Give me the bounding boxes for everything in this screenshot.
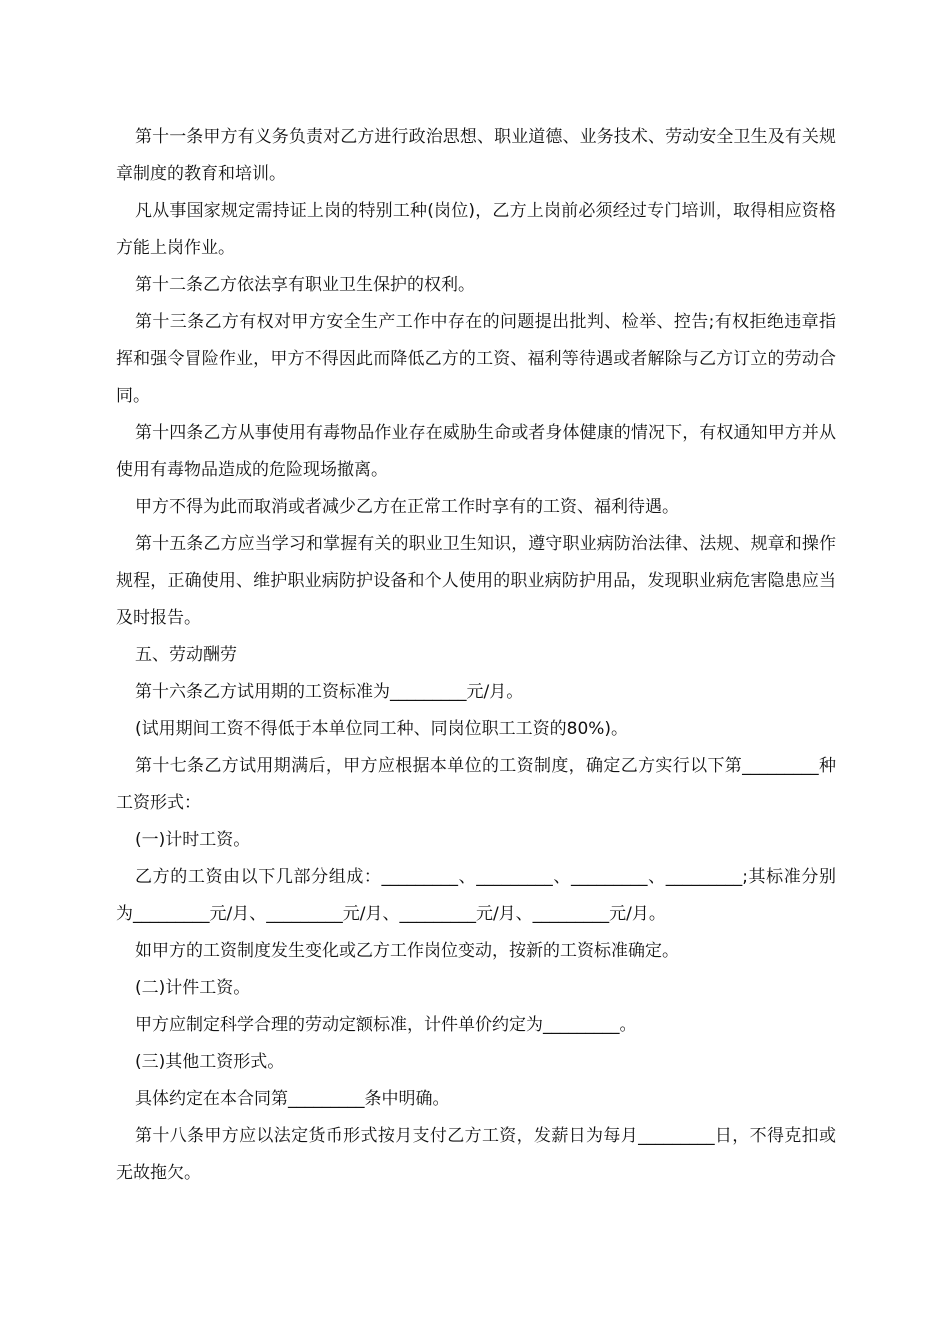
paragraph-wage-components: 乙方的工资由以下几部分组成：_________、_________、_________、_________;其标准分别为_________元/月、_________元/月、_________元/月、_________元/月。 bbox=[116, 867, 836, 924]
paragraph-probation-note: (试用期间工资不得低于本单位同工种、同岗位职工工资的80%)。 bbox=[135, 719, 629, 739]
paragraph-article-16: 第十六条乙方试用期的工资标准为_________元/月。 bbox=[135, 682, 524, 702]
paragraph-piece-rate: 甲方应制定科学合理的劳动定额标准，计件单价约定为_________。 bbox=[135, 1015, 637, 1035]
paragraph-other-wage: (三)其他工资形式。 bbox=[135, 1052, 285, 1072]
paragraph-certified-work: 凡从事国家规定需持证上岗的特别工种(岗位)，乙方上岗前必须经过专门培训，取得相应资格方能上岗作业。 bbox=[116, 201, 836, 258]
paragraph-article-15: 第十五条乙方应当学习和掌握有关的职业卫生知识，遵守职业病防治法律、法规、规章和操作规程，正确使用、维护职业病防护设备和个人使用的职业病防护用品，发现职业病危害隐患应当及时报告。 bbox=[116, 534, 836, 628]
paragraph-article-11: 第十一条甲方有义务负责对乙方进行政治思想、职业道德、业务技术、劳动安全卫生及有关规章制度的教育和培训。 bbox=[116, 127, 836, 184]
paragraph-time-wage: (一)计时工资。 bbox=[135, 830, 251, 850]
document-body bbox=[116, 119, 836, 1192]
paragraph-article-13: 第十三条乙方有权对甲方安全生产工作中存在的问题提出批判、检举、控告;有权拒绝违章指挥和强令冒险作业，甲方不得因此而降低乙方的工资、福利等待遇或者解除与乙方订立的劳动合同。 bbox=[116, 312, 836, 406]
paragraph-piece-wage: (二)计件工资。 bbox=[135, 978, 251, 998]
paragraph-no-wage-reduction: 甲方不得为此而取消或者减少乙方在正常工作时享有的工资、福利待遇。 bbox=[135, 497, 679, 517]
paragraph-article-12: 第十二条乙方依法享有职业卫生保护的权利。 bbox=[135, 275, 475, 295]
paragraph-specific-agreement: 具体约定在本合同第_________条中明确。 bbox=[135, 1089, 450, 1109]
paragraph-article-17: 第十七条乙方试用期满后，甲方应根据本单位的工资制度，确定乙方实行以下第_________种工资形式： bbox=[116, 756, 836, 813]
paragraph-wage-change: 如甲方的工资制度发生变化或乙方工作岗位变动，按新的工资标准确定。 bbox=[135, 941, 679, 961]
section-heading-labor-pay: 五、劳动酬劳 bbox=[135, 645, 237, 665]
paragraph-article-14: 第十四条乙方从事使用有毒物品作业存在威胁生命或者身体健康的情况下，有权通知甲方并从使用有毒物品造成的危险现场撤离。 bbox=[116, 423, 836, 480]
paragraph-article-18: 第十八条甲方应以法定货币形式按月支付乙方工资，发薪日为每月_________日，不得克扣或无故拖欠。 bbox=[116, 1126, 836, 1183]
